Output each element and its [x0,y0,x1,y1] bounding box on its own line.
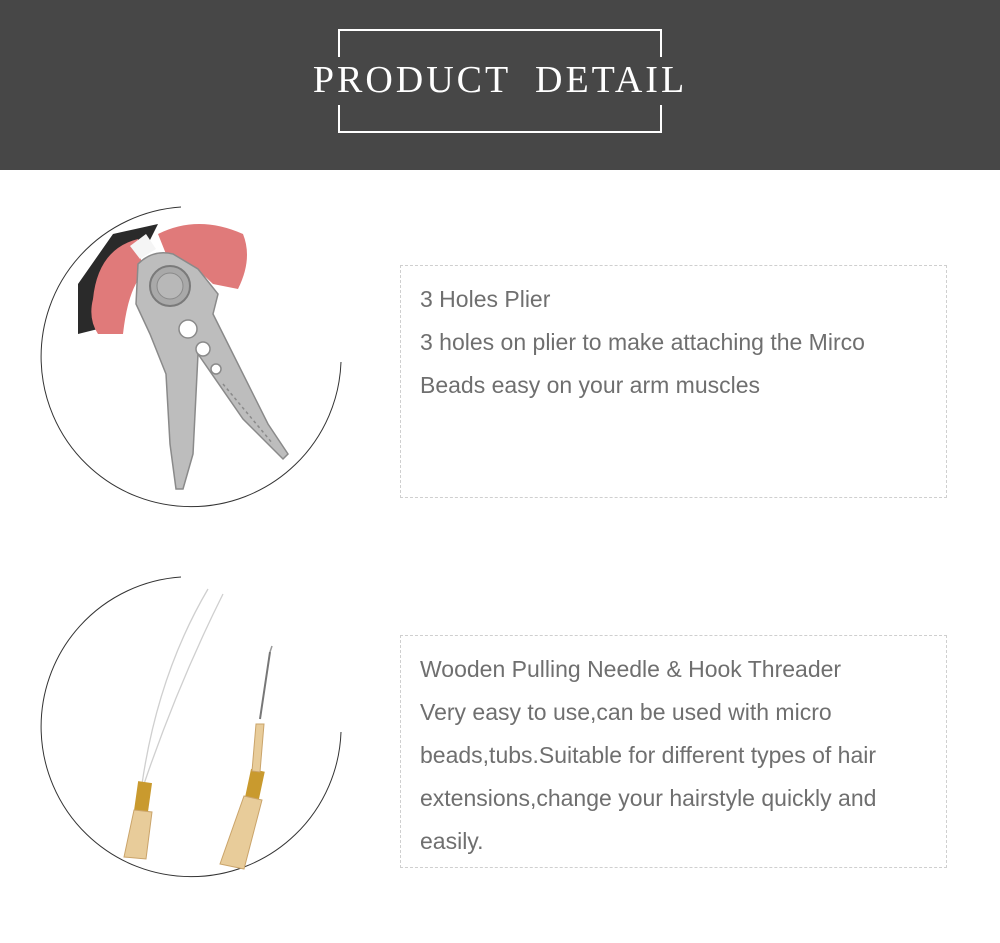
product-description: 3 holes on plier to make attaching the Mirco Beads easy on your arm muscles [420,329,865,398]
product-name: Wooden Pulling Needle & Hook Threader [420,656,842,682]
frame-left-bottom-line [338,105,340,133]
frame-right-top-line [660,29,662,57]
frame-bottom-line [338,131,662,133]
product-description-box [400,635,947,868]
needle-threader-icon [38,574,344,880]
product-description: Very easy to use,can be used with micro beads,tubs.Suitable for different types of hair extensions,change your hairstyle quickly and easily. [420,699,877,854]
page-title: PRODUCT DETAIL [312,59,688,101]
frame-top-line [338,29,662,31]
frame-left-top-line [338,29,340,57]
header-banner [0,0,1000,170]
pliers-icon [38,204,344,510]
product-section-needle [0,570,1000,890]
frame-right-bottom-line [660,105,662,133]
product-name: 3 Holes Plier [420,286,551,312]
product-description-box [400,265,947,498]
product-section-plier [0,200,1000,520]
